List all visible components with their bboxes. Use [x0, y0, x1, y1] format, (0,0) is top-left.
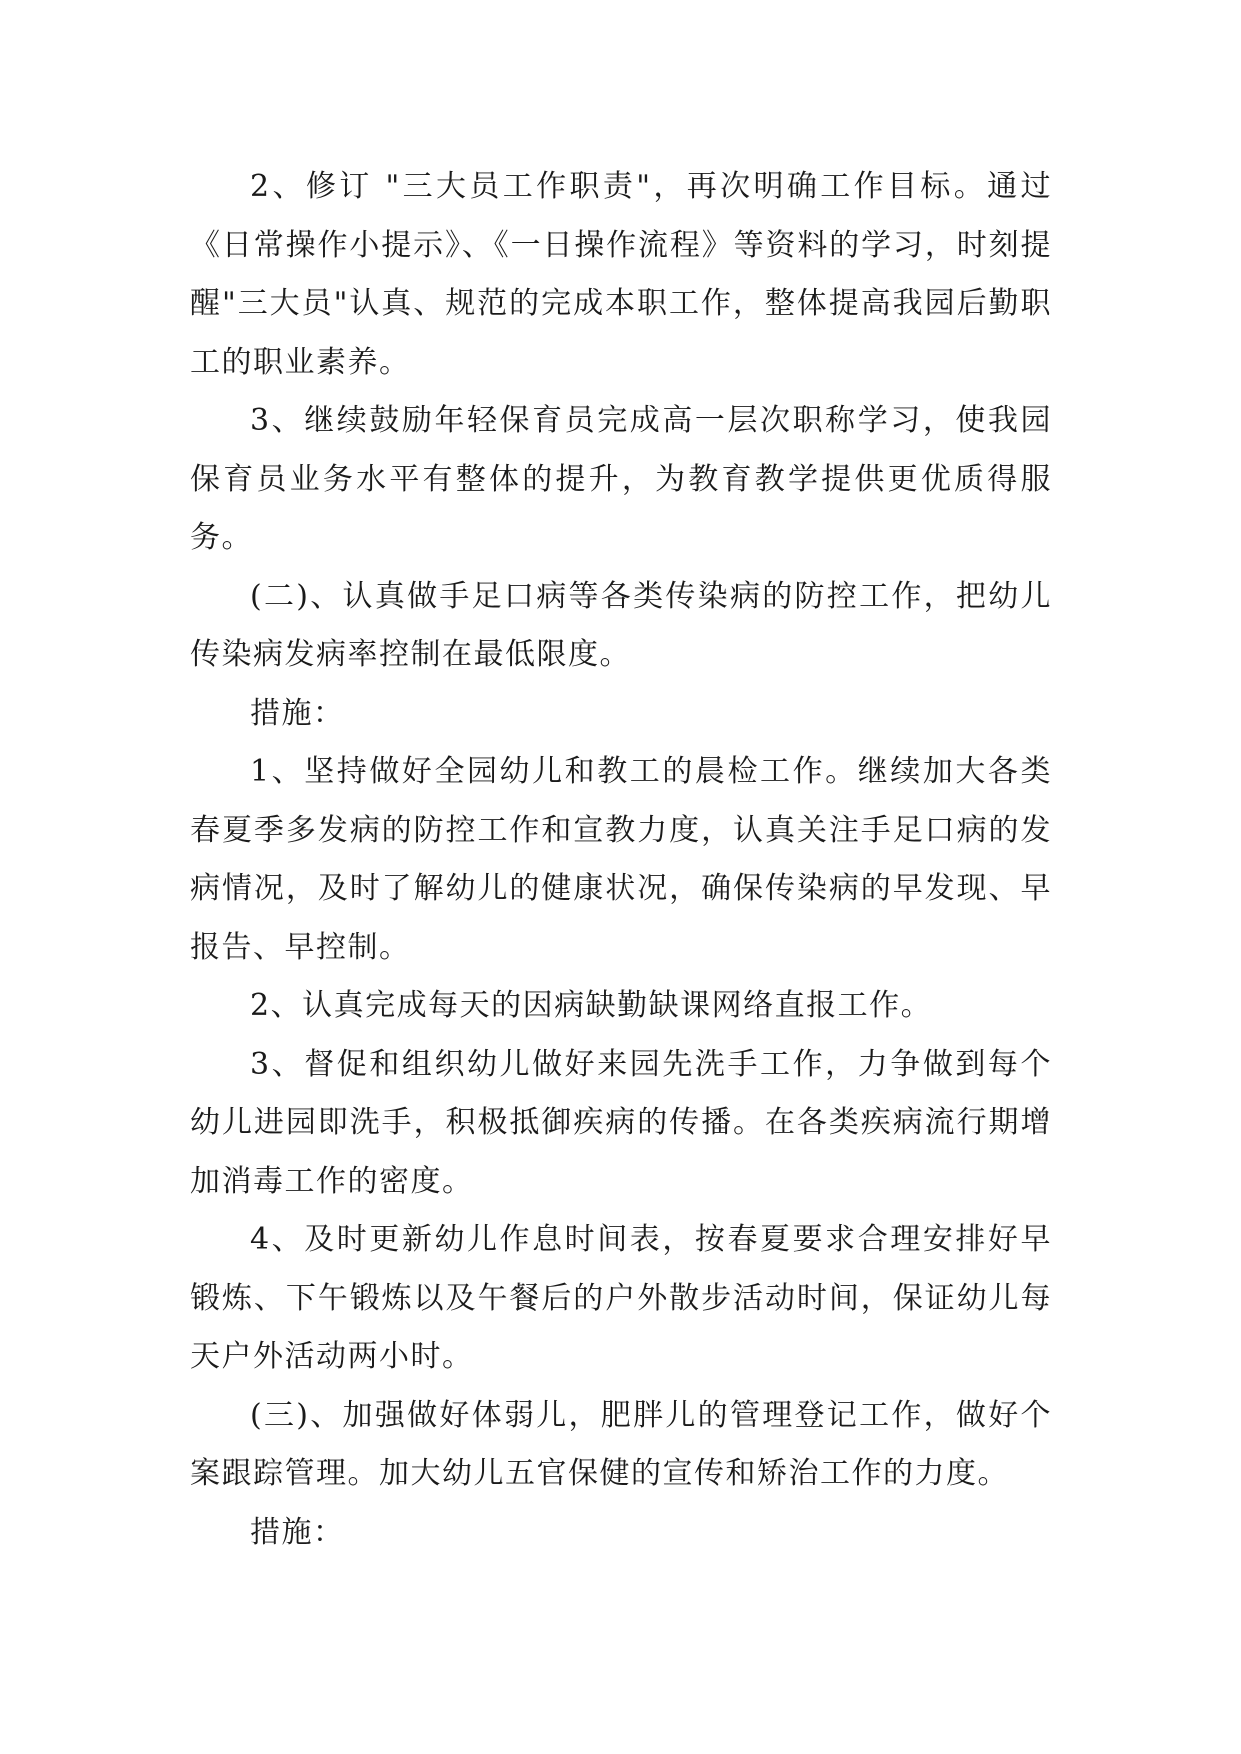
paragraph-hand-washing: 3、督促和组织幼儿做好来园先洗手工作，力争做到每个幼儿进园即洗手，积极抵御疾病的传播。在各类疾病流行期增加消毒工作的密度。 — [190, 1046, 1052, 1199]
paragraph-schedule: 4、及时更新幼儿作息时间表，按春夏要求合理安排好早锻炼、下午锻炼以及午餐后的户外散步活动时间，保证幼儿每天户外活动两小时。 — [190, 1222, 1052, 1374]
paragraph-encourage-training: 3、继续鼓励年轻保育员完成高一层次职称学习，使我园保育员业务水平有整体的提升，为教育教学提供更优质得服务。 — [190, 403, 1052, 555]
measures-label: 措施： — [250, 695, 345, 731]
paragraph-morning-check: 1、坚持做好全园幼儿和教工的晨检工作。继续加大各类春夏季多发病的防控工作和宣教力度，认真关注手足口病的发病情况，及时了解幼儿的健康状况，确保传染病的早发现、早报告、早控制。 — [190, 754, 1052, 965]
section-heading-weak-children: (三)、加强做好体弱儿，肥胖儿的管理登记工作，做好个案跟踪管理。加大幼儿五官保健的宣传和矫治工作的力度。 — [190, 1397, 1052, 1491]
measures-label-2: 措施： — [250, 1514, 345, 1550]
section-heading-disease-control: (二)、认真做手足口病等各类传染病的防控工作，把幼儿传染病发病率控制在最低限度。 — [190, 578, 1052, 672]
paragraph-revise-duties: 2、修订 "三大员工作职责"，再次明确工作目标。通过《日常操作小提示》、《一日操作流程》等资料的学习，时刻提醒"三大员"认真、规范的完成本职工作，整体提高我园后勤职工的职业素养。 — [190, 169, 1052, 380]
document-body — [190, 158, 1052, 1562]
paragraph-absence-report: 2、认真完成每天的因病缺勤缺课网络直报工作。 — [250, 988, 933, 1023]
